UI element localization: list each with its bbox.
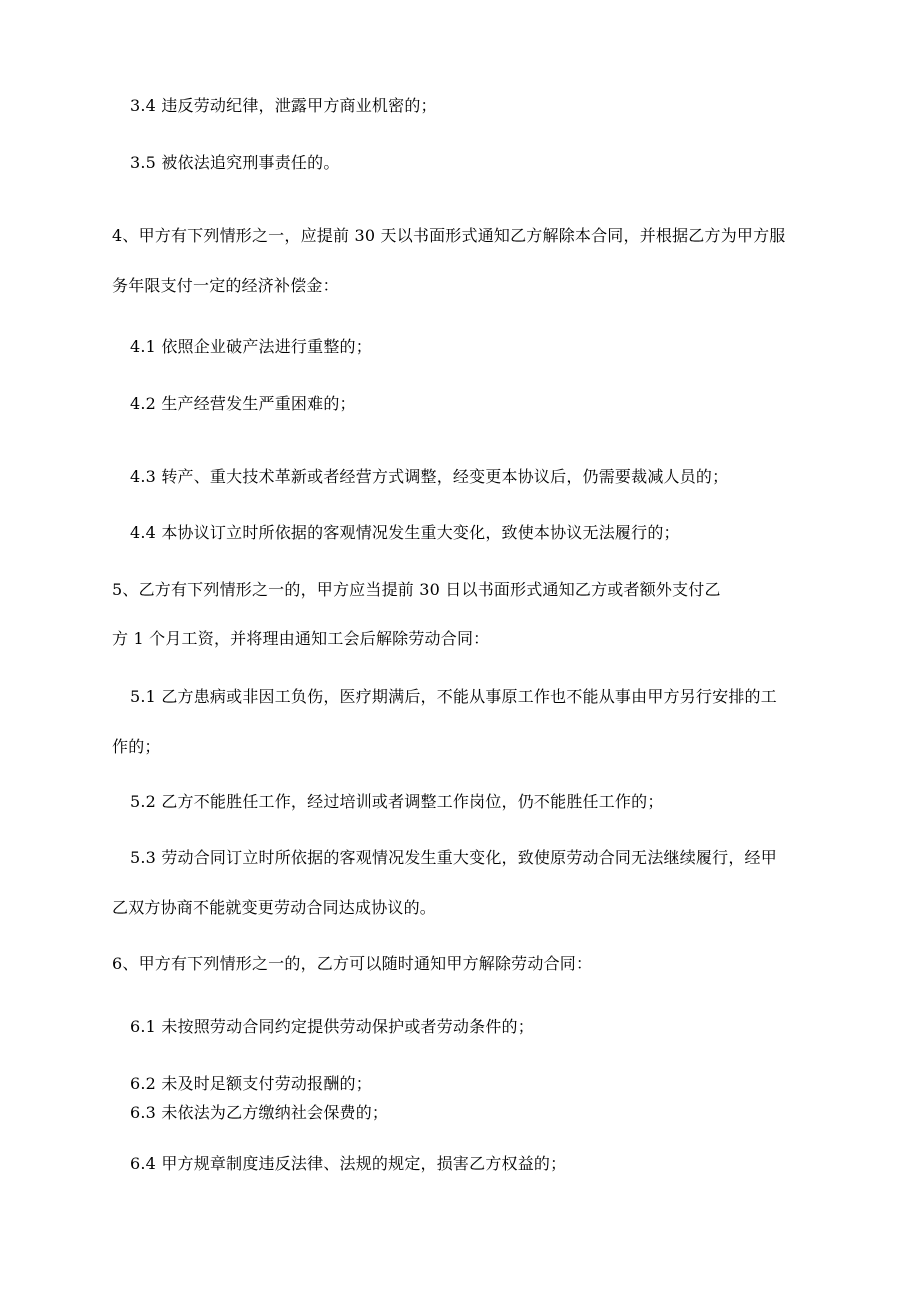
clause-6-1: 6.1 未按照劳动合同约定提供劳动保护或者劳动条件的； [130,1017,534,1036]
clause-5-line-2: 方 1 个月工资，并将理由通知工会后解除劳动合同： [112,629,490,648]
clause-4-1: 4.1 依照企业破产法进行重整的； [130,337,372,356]
clause-3-4: 3.4 违反劳动纪律，泄露甲方商业机密的； [130,96,437,115]
clause-4-line-2: 务年限支付一定的经济补偿金： [112,276,339,295]
clause-4-3: 4.3 转产、重大技术革新或者经营方式调整，经变更本协议后，仍需要裁减人员的； [130,467,729,486]
clause-3-5: 3.5 被依法追究刑事责任的。 [130,153,340,172]
clause-5-3-line-2: 乙双方协商不能就变更劳动合同达成协议的。 [112,898,437,917]
clause-5-1-line-2: 作的； [112,737,161,756]
clause-4-4: 4.4 本协议订立时所依据的客观情况发生重大变化，致使本协议无法履行的； [130,523,680,542]
clause-6-3: 6.3 未依法为乙方缴纳社会保费的； [130,1103,389,1122]
clause-6-2: 6.2 未及时足额支付劳动报酬的； [130,1074,372,1093]
clause-6-4: 6.4 甲方规章制度违反法律、法规的规定，损害乙方权益的； [130,1154,567,1173]
clause-5-3-line-1: 5.3 劳动合同订立时所依据的客观情况发生重大变化，致使原劳动合同无法继续履行，经甲 [130,848,777,867]
clause-5-line-1: 5、乙方有下列情形之一的，甲方应当提前 30 日以书面形式通知乙方或者额外支付乙 [112,580,721,599]
clause-6: 6、甲方有下列情形之一的，乙方可以随时通知甲方解除劳动合同： [112,954,593,973]
clause-4-2: 4.2 生产经营发生严重困难的； [130,394,356,413]
clause-5-1-line-1: 5.1 乙方患病或非因工负伤，医疗期满后，不能从事原工作也不能从事由甲方另行安排的工 [130,687,777,706]
clause-4-line-1: 4、甲方有下列情形之一，应提前 30 天以书面形式通知乙方解除本合同，并根据乙方为甲方服 [112,226,786,245]
clause-5-2: 5.2 乙方不能胜任工作，经过培训或者调整工作岗位，仍不能胜任工作的； [130,792,664,811]
